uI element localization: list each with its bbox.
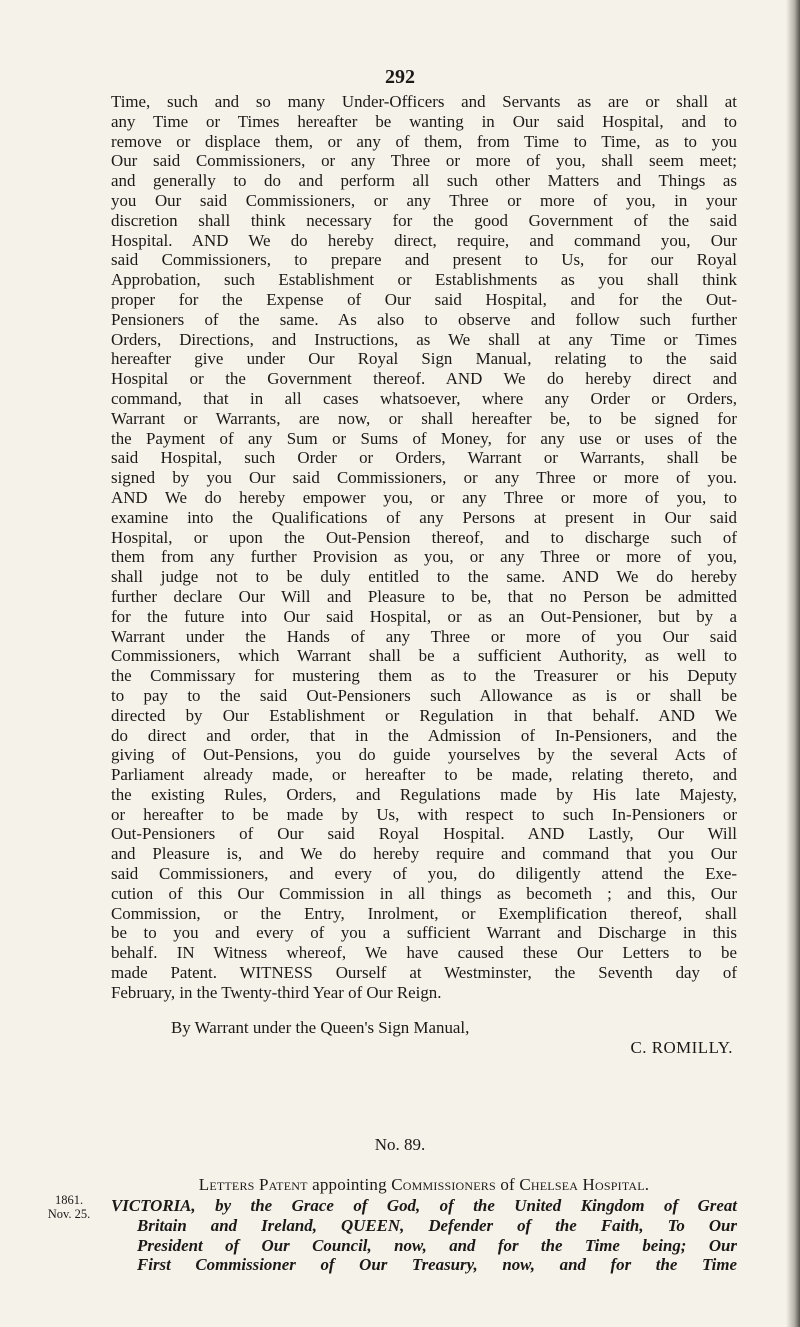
body-line: said Commissioners, and every of you, do diligently attend the Exe- (111, 864, 737, 884)
body-line: Pensioners of the same. As also to observe and follow such further (111, 309, 737, 329)
body-line: the Payment of any Sum or Sums of Money, for any use or uses of the (111, 428, 737, 448)
body-line: made Patent. WITNESS Ourself at Westminster, the Seventh day of (111, 963, 737, 983)
document-heading (111, 1175, 737, 1195)
warrant-line: By Warrant under the Queen's Sign Manual, (171, 1018, 470, 1037)
commission-body-text (111, 92, 737, 1003)
body-line: do direct and order, that in the Admission of In-Pensioners, and the (111, 725, 737, 745)
heading-part: Commissioners (391, 1175, 496, 1194)
body-line: to pay to the said Out-Pensioners such Allowance as is or shall be (111, 685, 737, 705)
body-line: and generally to do and perform all such other Matters and Things as (111, 171, 737, 191)
margin-year: 1861. (54, 1193, 84, 1207)
body-line: command, that in all cases whatsoever, where any Order or Orders, (111, 388, 737, 408)
body-line: behalf. IN Witness whereof, We have caused these Our Letters to be (111, 943, 737, 963)
body-line: the existing Rules, Orders, and Regulations made by His late Majesty, (111, 784, 737, 804)
body-line: said Commissioners, to prepare and present to Us, for our Royal (111, 250, 737, 270)
body-line: Out-Pensioners of Our said Royal Hospital. AND Lastly, Our Will (111, 824, 737, 844)
body-line: Orders, Directions, and Instructions, as We shall at any Time or Times (111, 329, 737, 349)
margin-date: Nov. 25. (47, 1207, 91, 1221)
body-line: Warrant under the Hands of any Three or more of you Our said (111, 626, 737, 646)
signature: C. ROMILLY. (630, 1037, 733, 1057)
document-number: No. 89. (374, 1135, 426, 1154)
page-number: 292 (385, 66, 415, 88)
preamble-line: President of Our Council, now, and for the Time being; Our (137, 1235, 737, 1255)
body-line: the Commissary for mustering them as to the Treasurer or his Deputy (111, 666, 737, 686)
body-line: and Pleasure is, and We do hereby require and command that you Our (111, 844, 737, 864)
preamble-line: First Commissioner of Our Treasury, now, and for the Time (137, 1255, 737, 1275)
body-line: said Hospital, such Order or Orders, Warrant or Warrants, shall be (111, 448, 737, 468)
body-line: Our said Commissioners, or any Three or more of you, shall seem meet; (111, 151, 737, 171)
body-line: be to you and every of you a sufficient Warrant and Discharge in this (111, 923, 737, 943)
body-line: any Time or Times hereafter be wanting in Our said Hospital, and to (111, 111, 737, 131)
body-line: Warrant or Warrants, are now, or shall hereafter be, to be signed for (111, 408, 737, 428)
body-line-last: February, in the Twenty-third Year of Our Reign. (111, 982, 442, 1002)
preamble-line: VICTORIA, by the Grace of God, of the United Kingdom of Great (111, 1196, 737, 1215)
body-line: discretion shall think necessary for the good Government of the said (111, 210, 737, 230)
body-line: you Our said Commissioners, or any Three or more of you, in your (111, 190, 737, 210)
body-line: Parliament already made, or hereafter to be made, relating thereto, and (111, 765, 737, 785)
body-line: Commission, or the Entry, Inrolment, or Exemplification thereof, shall (111, 903, 737, 923)
body-line: cution of this Our Commission in all things as becometh ; and this, Our (111, 883, 737, 903)
page-edge-shadow (786, 0, 800, 1327)
body-line: Approbation, such Establishment or Establishments as you shall think (111, 270, 737, 290)
body-line: further declare Our Will and Pleasure to be, that no Person be admitted (111, 586, 737, 606)
body-line: AND We do hereby empower you, or any Three or more of you, to (111, 487, 737, 507)
body-line: remove or displace them, or any of them, from Time to Time, as to you (111, 131, 737, 151)
body-line: proper for the Expense of Our said Hospital, and for the Out- (111, 289, 737, 309)
preamble-line: Britain and Ireland, QUEEN, Defender of the Faith, To Our (137, 1215, 737, 1235)
body-line: or hereafter to be made by Us, with respect to such In-Pensioners or (111, 804, 737, 824)
body-line: hereafter give under Our Royal Sign Manual, relating to the said (111, 349, 737, 369)
heading-part: of (500, 1175, 515, 1194)
margin-date-note (34, 1193, 104, 1221)
body-line: giving of Out-Pensions, you do guide yourselves by the several Acts of (111, 745, 737, 765)
warrant-block (111, 1018, 737, 1058)
heading-part: Letters Patent (198, 1175, 308, 1194)
body-line: Hospital. AND We do hereby direct, require, and command you, Our (111, 230, 737, 250)
body-line: Time, such and so many Under-Officers and Servants as are or shall at (111, 92, 737, 111)
body-line: Hospital, or upon the Out-Pension thereof, and to discharge such of (111, 527, 737, 547)
body-line: examine into the Qualifications of any Persons at present in Our said (111, 507, 737, 527)
body-line: for the future into Our said Hospital, or as an Out-Pensioner, but by a (111, 606, 737, 626)
body-line: shall judge not to be duly entitled to the same. AND We do hereby (111, 567, 737, 587)
body-line: directed by Our Establishment or Regulation in that behalf. AND We (111, 705, 737, 725)
body-line: Commissioners, which Warrant shall be a sufficient Authority, as well to (111, 646, 737, 666)
heading-part: Chelsea Hospital. (519, 1175, 650, 1194)
body-line: them from any further Provision as you, or any Three or more of you, (111, 547, 737, 567)
body-line: Hospital or the Government thereof. AND We do hereby direct and (111, 369, 737, 389)
letters-patent-preamble (111, 1196, 737, 1275)
heading-part: appointing (312, 1175, 387, 1194)
body-line: signed by you Our said Commissioners, or any Three or more of you. (111, 468, 737, 488)
